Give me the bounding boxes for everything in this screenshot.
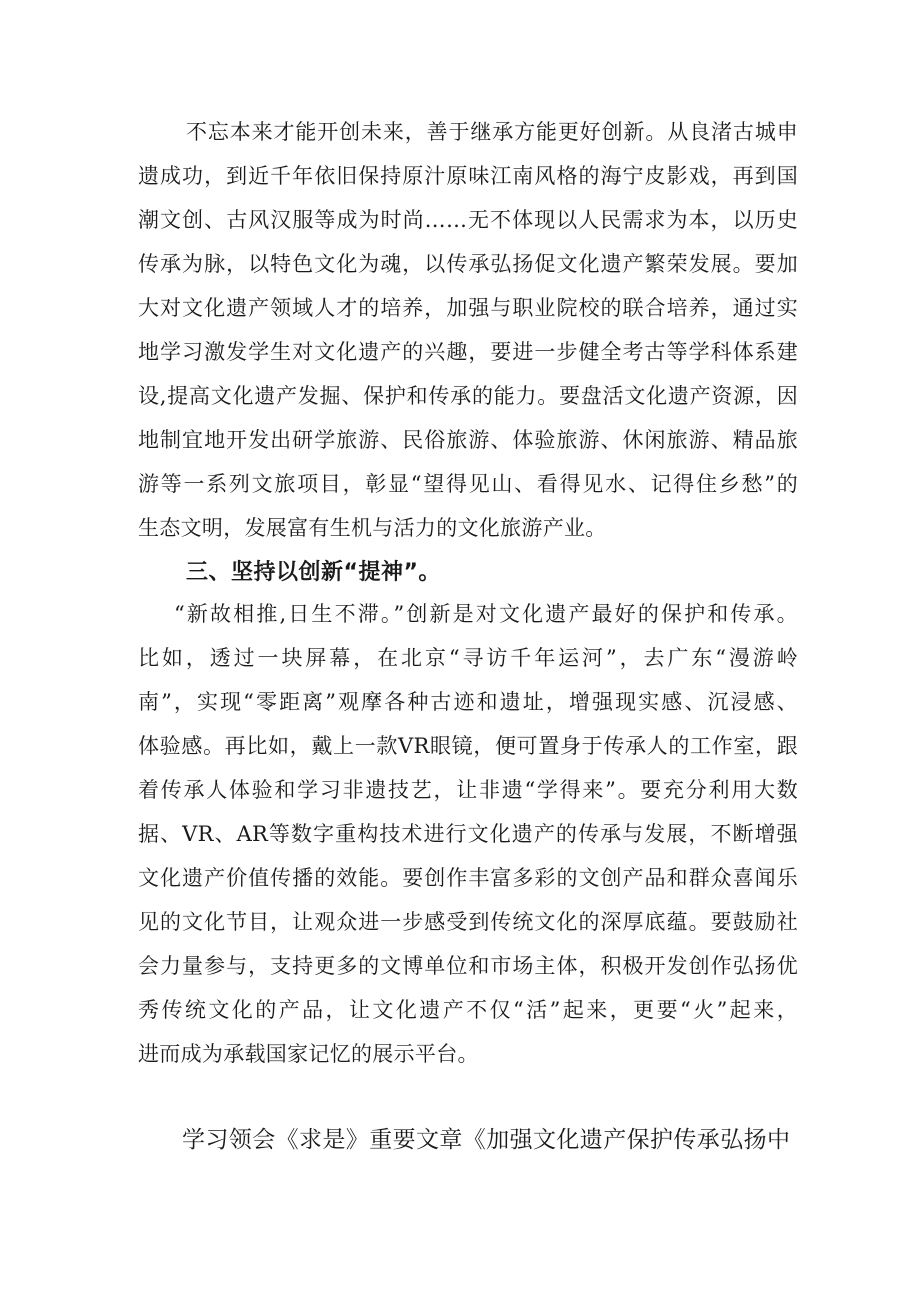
paragraph-line: 生态文明，发展富有生机与活力的文化旅游产业。 bbox=[138, 516, 607, 540]
paragraph-line: 文化遗产价值传播的效能。要创作丰富多彩的文创产品和群众喜闻乐 bbox=[138, 866, 798, 890]
paragraph-line: 传承为脉，以特色文化为魂，以传承弘扬促文化遗产繁荣发展。要加 bbox=[138, 252, 798, 276]
paragraph-line: 体验感。再比如，戴上一款VR眼镜，便可置身于传承人的工作室，跟 bbox=[138, 734, 798, 758]
paragraph-line: 大对文化遗产领域人才的培养，加强与职业院校的联合培养，通过实 bbox=[138, 296, 798, 320]
paragraph-line: 设,提高文化遗产发掘、保护和传承的能力。要盘活文化遗产资源，因 bbox=[138, 384, 798, 408]
section-heading: 三、坚持以创新“提神”。 bbox=[186, 560, 441, 585]
paragraph-line: 秀传统文化的产品，让文化遗产不仅“活”起来，更要“火”起来， bbox=[138, 998, 798, 1022]
paragraph-line: 不忘本来才能开创未来，善于继承方能更好创新。从良渚古城申 bbox=[186, 120, 798, 144]
paragraph-line: 地制宜地开发出研学旅游、民俗旅游、体验旅游、休闲旅游、精品旅 bbox=[138, 428, 798, 452]
next-article-title: 学习领会《求是》重要文章《加强文化遗产保护传承弘扬中 bbox=[182, 1127, 791, 1153]
paragraph-line: 进而成为承载国家记忆的展示平台。 bbox=[138, 1042, 479, 1066]
paragraph-line: “新故相推,日生不滞。”创新是对文化遗产最好的保护和传承。 bbox=[174, 602, 798, 626]
paragraph-line: 见的文化节目，让观众进一步感受到传统文化的深厚底蕴。要鼓励社 bbox=[138, 910, 798, 934]
paragraph-line: 遗成功，到近千年依旧保持原汁原味江南风格的海宁皮影戏，再到国 bbox=[138, 164, 798, 188]
paragraph-line: 着传承人体验和学习非遗技艺，让非遗“学得来”。要充分利用大数 bbox=[138, 778, 798, 802]
paragraph-line: 据、VR、AR等数字重构技术进行文化遗产的传承与发展，不断增强 bbox=[138, 822, 798, 846]
paragraph-line: 比如，透过一块屏幕，在北京“寻访千年运河”，去广东“漫游岭 bbox=[138, 646, 798, 670]
paragraph-line: 会力量参与，支持更多的文博单位和市场主体，积极开发创作弘扬优 bbox=[138, 954, 798, 978]
paragraph-line: 潮文创、古风汉服等成为时尚……无不体现以人民需求为本，以历史 bbox=[138, 208, 798, 232]
paragraph-line: 南”，实现“零距离”观摩各种古迹和遗址，增强现实感、沉浸感、 bbox=[138, 690, 798, 714]
paragraph-line: 游等一系列文旅项目，彰显“望得见山、看得见水、记得住乡愁”的 bbox=[138, 472, 798, 496]
paragraph-line: 地学习激发学生对文化遗产的兴趣，要进一步健全考古等学科体系建 bbox=[138, 340, 798, 364]
